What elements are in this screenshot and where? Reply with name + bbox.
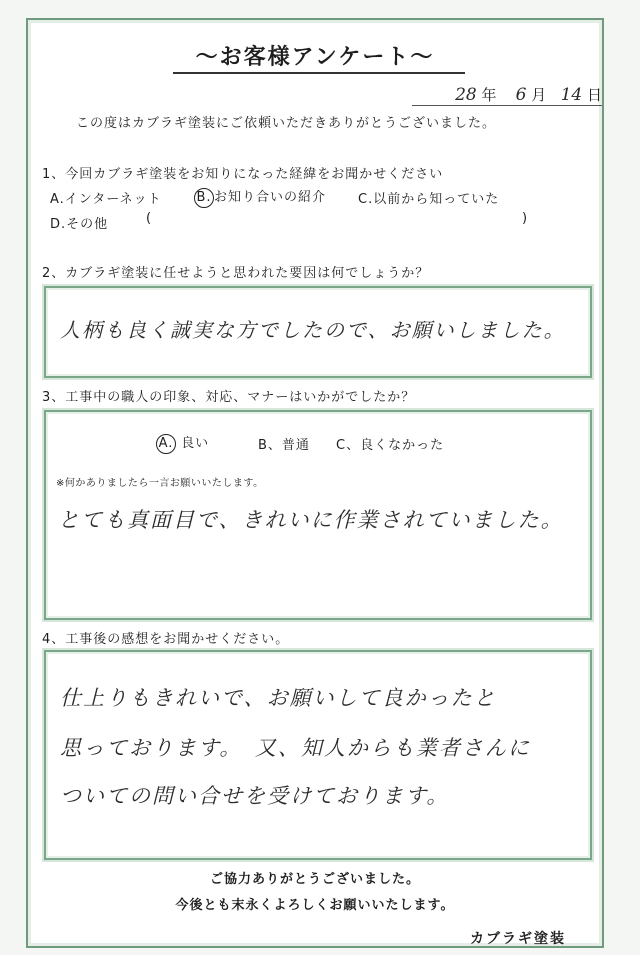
q4-answer-line-3: ついての問い合せを受けております。 (60, 784, 450, 808)
q1-option-d: D.その他 (50, 217, 109, 232)
q3-answer-box (44, 410, 592, 620)
date-field (412, 84, 602, 106)
q1-option-b-letter: B. (194, 188, 214, 208)
q3-option-c: C、良くなかった (336, 438, 445, 453)
q4-question: 4、工事後の感想をお聞かせください。 (42, 632, 290, 647)
survey-sheet (26, 18, 604, 948)
date-year-unit: 年 (481, 86, 497, 104)
date-year: 28 (455, 85, 477, 105)
closing-line-1: ご協力ありがとうございました。 (209, 872, 420, 887)
q3-option-a-text: 良い (181, 436, 210, 451)
survey-title: 〜お客様アンケート〜 (195, 45, 435, 70)
q1-paren-close: ) (522, 211, 529, 226)
q4-answer-box (44, 650, 592, 860)
q4-answer-line-1: 仕上りもきれいで、お願いして良かったと (60, 686, 497, 710)
q1-option-b-text: お知り合いの紹介 (214, 190, 327, 205)
q1-paren-open: ( (146, 211, 153, 226)
q3-note: ※何かありましたら一言お願いいたします。 (56, 478, 264, 489)
q1-option-c: C.以前から知っていた (358, 192, 500, 207)
closing-line-2: 今後とも末永くよろしくお願いいたします。 (175, 898, 455, 913)
q3-option-a-letter: A. (156, 434, 176, 454)
q2-answer-box (44, 286, 592, 378)
q1-question: 1、今回カブラギ塗装をお知りになった経緯をお聞かせください (42, 167, 444, 182)
company-name: カブラギ塗装 (470, 931, 566, 947)
q2-answer: 人柄も良く誠実な方でしたので、お願いしました。 (60, 318, 566, 342)
q1-option-a: A.インターネット (50, 192, 162, 207)
q2-question: 2、カブラギ塗装に任せようと思われた要因は何でしょうか？ (42, 266, 430, 281)
q4-answer-line-2: 思っております。 又、知人からも業者さんに (60, 736, 531, 760)
date-day: 14 (560, 85, 583, 105)
intro-text: この度はカブラギ塗装にご依頼いただきありがとうございました。 (76, 116, 497, 131)
date-month: 6 (515, 85, 527, 105)
date-month-unit: 月 (531, 86, 547, 104)
q3-answer: とても真面目で、きれいに作業されていました。 (58, 508, 564, 532)
q3-question: 3、工事中の職人の印象、対応、マナーはいかがでしたか？ (42, 390, 416, 405)
q1-option-b (194, 186, 326, 208)
q3-option-a (156, 432, 209, 454)
q3-option-b: B、普通 (258, 438, 310, 453)
title-underline (173, 72, 465, 74)
date-day-unit: 日 (586, 86, 602, 104)
